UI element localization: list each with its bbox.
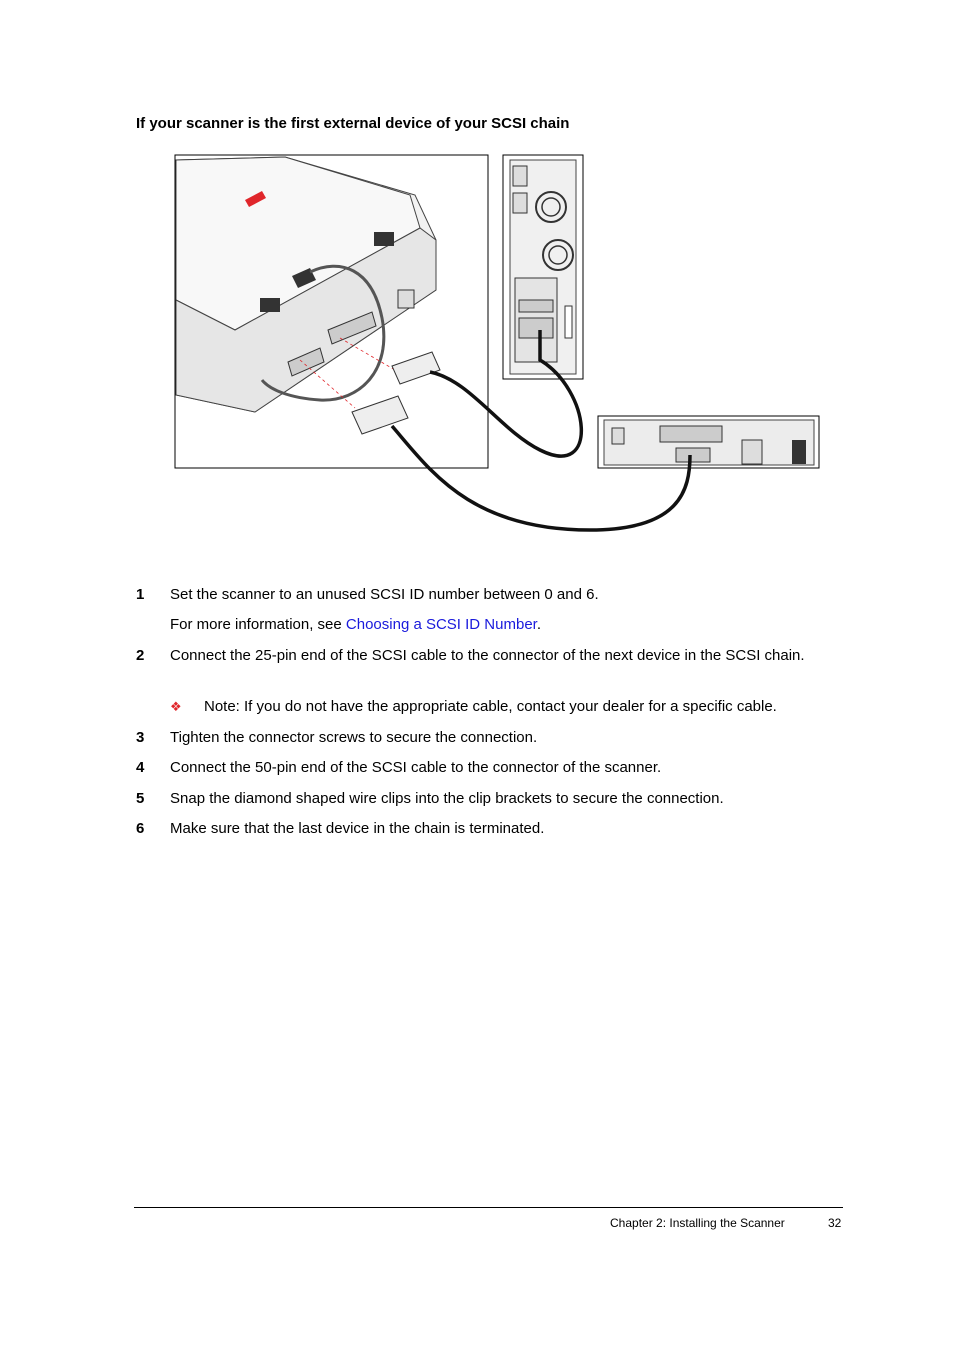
footer-page-number: 32 (828, 1216, 842, 1230)
scsi-connection-illustration (0, 0, 954, 560)
computer-rear-panel (503, 155, 583, 379)
more-info-line (170, 614, 830, 635)
step-text: Set the scanner to an unused SCSI ID number between 0 and 6. (170, 586, 599, 603)
step-number: 1 (136, 586, 145, 603)
step-number: 4 (136, 759, 145, 776)
choosing-scsi-id-link[interactable]: Choosing a SCSI ID Number (345, 616, 537, 633)
diamond-bullet-icon: ❖ (170, 699, 182, 714)
step-text: Connect the 25-pin end of the SCSI cable to the connector of the next device in the SCSI chain. (170, 647, 805, 664)
step-text: Tighten the connector screws to secure the connection. (170, 729, 538, 746)
step-number: 5 (136, 790, 145, 807)
section-heading: If your scanner is the first external device of your SCSI chain (136, 115, 570, 132)
more-info-suffix: . (536, 616, 541, 633)
footer-chapter-title: Chapter 2: Installing the Scanner (610, 1216, 785, 1230)
more-info-prefix: For more information, see (170, 616, 346, 633)
step-number: 3 (136, 729, 145, 746)
step-text: Make sure that the last device in the chain is terminated. (170, 820, 545, 837)
step-number: 2 (136, 647, 145, 664)
external-scsi-device (598, 416, 819, 468)
step-text: Connect the 50-pin end of the SCSI cable to the connector of the scanner. (170, 759, 662, 776)
note-text: Note: If you do not have the appropriate cable, contact your dealer for a specific cable. (204, 698, 777, 715)
step-text: Snap the diamond shaped wire clips into the clip brackets to secure the connection. (170, 790, 724, 807)
step-number: 6 (136, 820, 145, 837)
footer-divider (134, 1207, 843, 1208)
